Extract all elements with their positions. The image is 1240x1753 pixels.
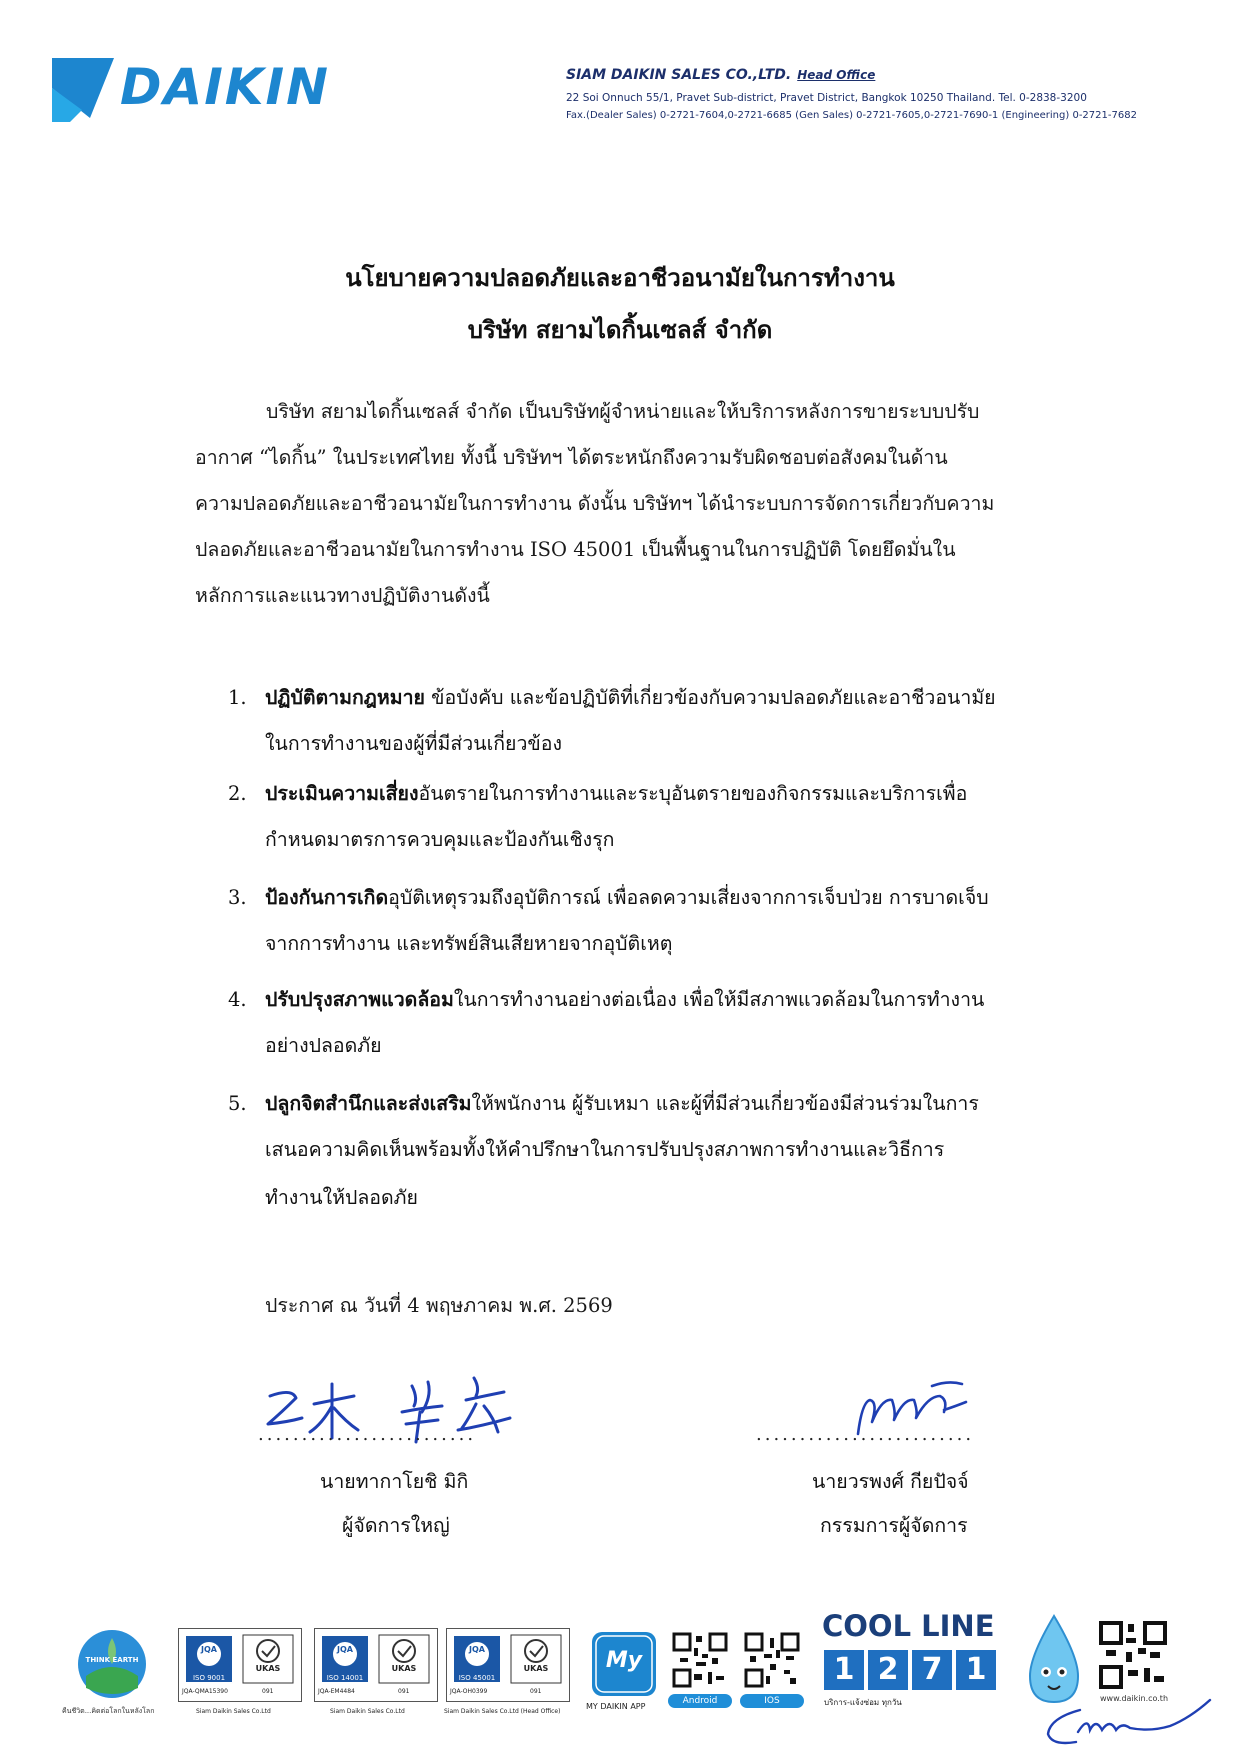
policy-text-cont: ในการทำงานของผู้ที่มีส่วนเกี่ยวข้อง [265,732,562,755]
ukas-icon [242,1634,294,1684]
policy-heading: ประเมินความเสี่ยง [265,782,419,805]
ukas-icon [510,1634,562,1684]
think-earth-top: THINK [85,1656,111,1664]
jqa-label: JQA [469,1645,485,1654]
signature-line: ......................... [756,1424,975,1445]
policy-item-4 [265,990,984,1010]
signer-1-position: ผู้จัดการใหญ่ [342,1514,450,1537]
cert-jqa-code: JQA-OH0399 [450,1688,488,1695]
think-earth-mid: EARTH [112,1656,139,1664]
jqa-label: JQA [201,1645,217,1654]
cert-jqa-code: JQA-QMA15390 [182,1688,228,1695]
cert-ukas-number: 091 [530,1688,542,1695]
policy-item-5 [265,1094,979,1114]
policy-text: ในการทำงานอย่างต่อเนื่อง เพื่อให้มีสภาพแวดล้อมในการทำงาน [453,988,985,1011]
think-earth-caption: คืนชีวิต...คิดต่อโลกในหลังโลก [62,1707,155,1715]
company-name: SIAM DAIKIN SALES CO.,LTD. [566,67,792,83]
jqa-label: JQA [337,1645,353,1654]
policy-item-2 [265,784,967,804]
cert-caption: Siam Daikin Sales Co.Ltd [330,1708,405,1715]
cool-line-number[interactable] [824,1650,996,1690]
document-subtitle: บริษัท สยามไดกิ้นเซลส์ จำกัด [467,315,773,344]
intro-line: หลักการและแนวทางปฏิบัติงานดังนี้ [195,584,490,607]
policy-text-cont: จากการทำงาน และทรัพย์สินเสียหายจากอุบัติเหตุ [265,932,673,955]
ios-qr-code-icon[interactable] [744,1632,800,1688]
ukas-icon [378,1634,430,1684]
signer-2-name: นายวรพงศ์ กียปัจจ์ [812,1470,969,1493]
intro-line: บริษัท สยามไดกิ้นเซลส์ จำกัด เป็นบริษัทผู้จำหน่ายและให้บริการหลังการขายระบบปรับ [266,400,980,423]
cool-line-digit: 1 [824,1650,864,1690]
cool-line-digit: 1 [956,1650,996,1690]
office-label: Head Office [797,68,876,82]
policy-heading: ป้องกันการเกิด [265,886,389,909]
cert-ukas-number: 091 [262,1688,274,1695]
intro-line: ความปลอดภัยและอาชีวอนามัยในการทำงาน ดังนั้น บริษัทฯ ได้นำระบบการจัดการเกี่ยวกับความ [195,492,995,515]
ios-badge[interactable]: IOS [740,1694,804,1708]
document-title: นโยบายความปลอดภัยและอาชีวอนามัยในการทำงาน [345,263,895,292]
daikin-logo-text: DAIKIN [120,58,330,116]
initial-signature-icon [1040,1688,1220,1750]
cert-iso-label: ISO 45001 [458,1674,496,1682]
policy-number: 1. [228,686,247,709]
signer-1-name: นายทากาโยชิ มิกิ [320,1470,469,1493]
company-fax: Fax.(Dealer Sales) 0-2721-7604,0-2721-6685 (Gen Sales) 0-2721-7605,0-2721-7690-1 (Engineering) 0-2721-7682 [566,110,1137,121]
company-header [566,66,875,82]
android-qr-code-icon[interactable] [672,1632,728,1688]
android-badge[interactable]: Android [668,1694,732,1708]
website-url[interactable]: www.daikin.co.th [1100,1694,1169,1703]
policy-text-cont: กำหนดมาตรการควบคุมและป้องกันเชิงรุก [265,828,615,851]
policy-text: ข้อบังคับ และข้อปฏิบัติที่เกี่ยวข้องกับความปลอดภัยและอาชีวอนามัย [424,686,996,709]
cool-line-label: COOL LINE [822,1609,995,1643]
policy-heading: ปฏิบัติตามกฎหมาย [265,686,425,709]
company-address: 22 Soi Onnuch 55/1, Pravet Sub-district, Pravet District, Bangkok 10250 Thailand. Tel. 0-2838-3200 [566,92,1087,104]
ukas-label: UKAS [255,1664,281,1673]
intro-line: อากาศ “ไดกิ้น” ในประเทศไทย ทั้งนี้ บริษัทฯ ได้ตระหนักถึงความรับผิดชอบต่อสังคมในด้าน [195,446,948,469]
policy-text: อันตรายในการทำงานและระบุอันตรายของกิจกรรมและบริการเพื่อ [418,782,968,805]
policy-item-1 [265,688,996,708]
policy-heading: ปลูกจิตสำนึกและส่งเสริม [265,1092,472,1115]
policy-number: 3. [228,886,247,909]
cert-iso-label: ISO 14001 [326,1674,364,1682]
policy-text-cont: เสนอความคิดเห็นพร้อมทั้งให้คำปรึกษาในการปรับปรุงสภาพการทำงานและวิธีการ [265,1138,945,1161]
policy-text-cont: ทำงานให้ปลอดภัย [265,1186,418,1209]
cert-ukas-number: 091 [398,1688,410,1695]
intro-line: ปลอดภัยและอาชีวอนามัยในการทำงาน ISO 45001 เป็นพื้นฐานในการปฏิบัติ โดยยึดมั่นใน [195,538,956,561]
cert-jqa-code: JQA-EM4484 [318,1688,355,1695]
website-qr-code-icon[interactable] [1098,1620,1168,1690]
policy-number: 4. [228,988,247,1011]
policy-heading: ปรับปรุงสภาพแวดล้อม [265,988,454,1011]
policy-text: อุบัติเหตุรวมถึงอุบัติการณ์ เพื่อลดความเสี่ยงจากการเจ็บป่วย การบาดเจ็บ [388,886,989,909]
policy-number: 2. [228,782,247,805]
cert-caption: Siam Daikin Sales Co.Ltd [196,1708,271,1715]
cool-line-digit: 2 [868,1650,908,1690]
cert-iso-label: ISO 9001 [192,1674,226,1682]
ukas-label: UKAS [391,1664,417,1673]
ukas-label: UKAS [523,1664,549,1673]
my-daikin-logo-text: My [605,1648,643,1673]
my-daikin-caption: MY DAIKIN APP [586,1702,646,1711]
cool-line-digit: 7 [912,1650,952,1690]
policy-text-cont: อย่างปลอดภัย [265,1034,382,1057]
announcement-date: ประกาศ ณ วันที่ 4 พฤษภาคม พ.ศ. 2569 [265,1294,613,1317]
policy-number: 5. [228,1092,247,1115]
signature-line: ......................... [258,1424,477,1445]
signer-2-position: กรรมการผู้จัดการ [820,1514,968,1537]
cert-caption: Siam Daikin Sales Co.Ltd (Head Office) [444,1708,561,1715]
cool-line-caption: บริการ-แจ้งซ่อม ทุกวัน [824,1698,902,1707]
policy-text: ให้พนักงาน ผู้รับเหมา และผู้ที่มีส่วนเกี่ยวข้องมีส่วนร่วมในการ [471,1092,979,1115]
policy-item-3 [265,888,989,908]
